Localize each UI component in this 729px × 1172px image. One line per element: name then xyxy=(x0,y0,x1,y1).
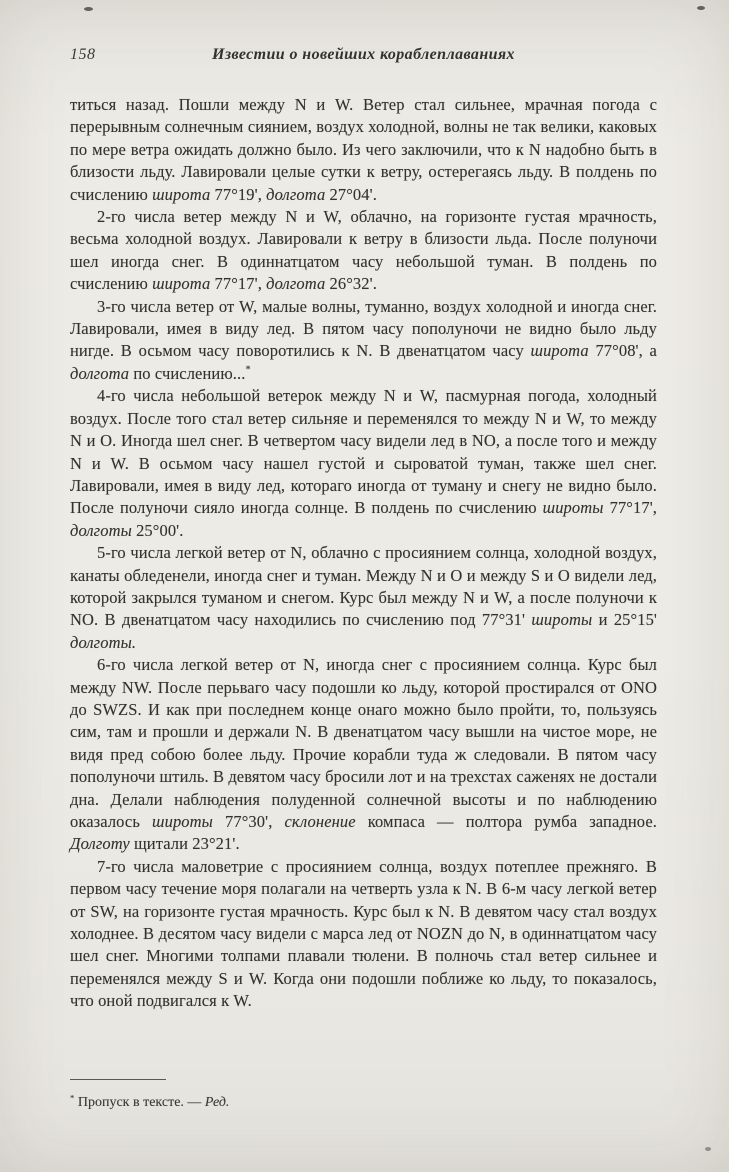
text-run: титься назад. Пошли между N и W. Ветер стал сильнее, мрачная погода с перерывным солнечным сиянием, воздух холодной, волны не так велики, каковых по мере ветра ожидать должно было. Из чего заключили, что к N надобно быть в близости льду. Лавировали целые сутки к ветру, остерегаясь льду. В полдень по счислению xyxy=(70,95,657,204)
text-run: 5-го числа легкой ветер от N, облачно с просиянием солнца, холодной воздух, канаты обледенели, иногда снег и туман. Между N и O и между S и O видели лед, которой закрылся туманом и снегом. Курс был между N и W, а после полуночи к NO. В двенатцатом часу находились по счислению под 77°31' xyxy=(70,543,657,630)
italic-term: долгота xyxy=(266,274,326,294)
text-run: Пропуск в тексте. — xyxy=(74,1095,205,1110)
text-run: 26°32'. xyxy=(325,274,377,294)
text-block xyxy=(70,94,657,1013)
text-run: 25°00'. xyxy=(131,520,184,540)
text-run: 77°17', xyxy=(603,498,657,518)
text-run: 77°19', xyxy=(210,184,267,204)
footnote-text xyxy=(70,1093,657,1112)
page-number: 158 xyxy=(70,46,96,63)
italic-term: долгота xyxy=(266,184,326,204)
italic-term: широты xyxy=(542,498,604,518)
footnote-rule xyxy=(70,1079,166,1080)
italic-term: широты xyxy=(152,812,213,831)
text-run: и 25°15' xyxy=(592,610,657,630)
text-run: 77°08', а xyxy=(588,341,657,361)
text-run: компаса — полтора румба западное. xyxy=(355,812,657,831)
text-run: 77°30', xyxy=(212,812,285,831)
footnote-marker: * xyxy=(245,364,251,376)
italic-term: широта xyxy=(530,341,589,361)
text-run: 4-го числа небольшой ветерок между N и W, пасмурная погода, холодный воздух. После того стал ветер сильняе и переменялся то между N и W, то между N и O. Иногда шел снег. В четвертом часу видели лед в NO, а после того и между N и W. В осьмом часу нашел густой и сыроватой туман, также шел снег. Лавировали, имея в виду лед, котораго иногда от туману и снегу не видно было. После полуночи сияло иногда солнце. В полдень по счислению xyxy=(70,386,657,518)
paragraph xyxy=(70,542,657,654)
scan-artifact xyxy=(705,1147,711,1151)
paragraph xyxy=(70,94,657,206)
italic-term: широта xyxy=(152,184,211,204)
scan-artifact xyxy=(697,6,705,10)
text-run: 27°04'. xyxy=(325,184,377,204)
text-run: 2-го числа ветер между N и W, облачно, на горизонте густая мрачность, весьма холодной воздух. Лавировали к ветру в близости льда. После полуночи шел иногда снег. В одиннатцатом часу небольшой туман. В полдень по счислению xyxy=(70,207,657,294)
italic-term: склонение xyxy=(284,812,356,831)
italic-term: долгота xyxy=(70,363,130,383)
scan-artifact xyxy=(84,7,93,11)
page-header xyxy=(70,46,657,68)
italic-term: широта xyxy=(152,274,211,294)
paragraph xyxy=(70,296,657,386)
text-run: 3-го числа ветер от W, малые волны, туманно, воздух холодной и иногда снег. Лавировали, имея в виду лед. В пятом часу пополуночи не видно было льду нигде. В осьмом часу поворотились к N. В двенатцатом часу xyxy=(70,296,657,361)
text-run: щитали 23°21'. xyxy=(129,834,240,854)
footnote-marker: * xyxy=(70,1092,75,1103)
paragraph xyxy=(70,856,657,1013)
italic-term: долготы xyxy=(70,520,132,540)
paragraph xyxy=(70,206,657,296)
text-run: 6-го числа легкой ветер от N, иногда снег с просиянием солнца. Курс был между NW. После перьваго часу подошли ко льду, которой простирался от ONO до SWZS. И как при последнем конце онаго можно было пройти, то, пользуясь сим, там и прошли и держали N. В двенатцатом часу вышли на чистое море, не видя пред собою более льду. Прочие корабли туда ж следовали. В пятом часу пополуночи штиль. В девятом часу бросили лот и на трехстах саженях не достали дна. Делали наблюдения полуденной солнечной высоты и по наблюдению оказалось xyxy=(70,655,657,831)
text-run: по счислению... xyxy=(129,363,246,383)
running-header: Известии о новейших кораблеплаваниях xyxy=(212,46,515,63)
paragraph xyxy=(70,654,657,856)
footnote xyxy=(70,1079,657,1112)
text-run: 7-го числа маловетрие с просиянием солнца, воздух потеплее прежняго. В первом часу течение моря полагали на четверть узла к N. В 6-м часу легкой ветер от SW, на горизонте густая мрачность. Курс был к N. В девятом часу стал воздух холоднее. В десятом часу видели с марса лед от NOZN до N, в одиннатцатом часу шел снег. Многими толпами плавали тюлени. В полночь стал ветер сильнее и переменялся между S и W. Когда они подошли поближе ко льду, то показалось, что оной подвигался к W. xyxy=(70,856,657,1011)
text-run: 77°17', xyxy=(210,274,267,294)
italic-term: Долготу xyxy=(70,834,130,854)
italic-term: широты xyxy=(531,610,593,630)
italic-term: долготы. xyxy=(70,632,137,652)
paragraph xyxy=(70,385,657,542)
italic-term: Ред. xyxy=(204,1095,230,1110)
